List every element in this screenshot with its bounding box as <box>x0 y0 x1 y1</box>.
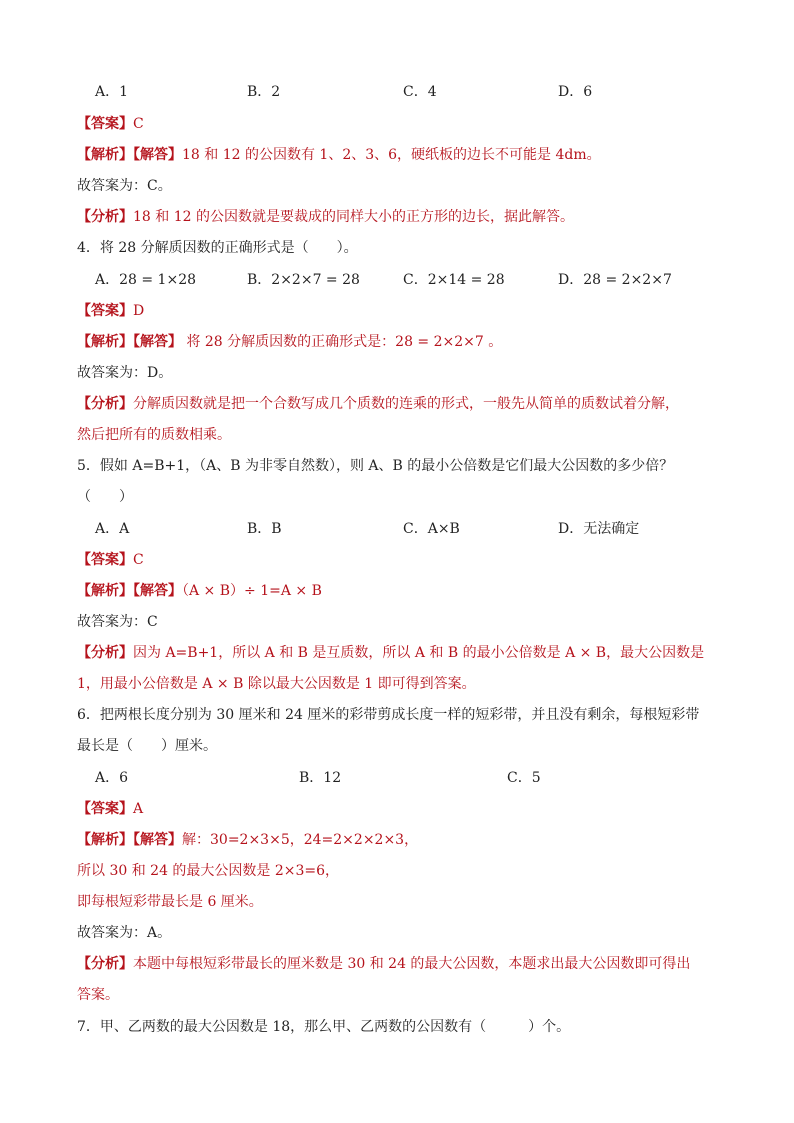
answer-line <box>77 115 144 133</box>
fenxi-line <box>77 395 679 413</box>
analysis-tag: 【解析】 <box>77 832 133 848</box>
answer-line <box>77 302 144 320</box>
solve-tag: 【解答】 <box>133 583 182 599</box>
option-b: B．12 <box>299 770 342 786</box>
answer-tag: 【答案】 <box>77 116 133 132</box>
answer-value: A <box>133 801 144 817</box>
fenxi-tag: 【分析】 <box>77 209 133 225</box>
fenxi-text: 因为 A=B+1，所以 A 和 B 是互质数，所以 A 和 B 的最小公倍数是 A × B，最大公因数是 <box>133 645 705 661</box>
analysis-text: 将 28 分解质因数的正确形式是：28 = 2×2×7 。 <box>182 334 503 350</box>
conclusion-line: 故答案为：C。 <box>77 178 172 194</box>
analysis-text-3: 即每根短彩带最长是 6 厘米。 <box>77 894 263 910</box>
option-d: D．无法确定 <box>558 521 640 537</box>
fenxi-line <box>77 644 704 662</box>
question-stem: 6．把两根长度分别为 30 厘米和 24 厘米的彩带剪成长度一样的短彩带，并且没有剩余，每根短彩带 <box>77 707 700 723</box>
fenxi-tag: 【分析】 <box>77 645 133 661</box>
question-stem-continued: （ ） <box>77 489 133 505</box>
option-d: D．6 <box>558 84 593 100</box>
analysis-line <box>77 831 418 849</box>
analysis-tag: 【解析】 <box>77 583 133 599</box>
option-c: C．5 <box>507 770 541 786</box>
analysis-text: 18 和 12 的公因数有 1、2、3、6，硬纸板的边长不可能是 4dm。 <box>182 147 601 163</box>
question-stem-continued: 最长是（ ）厘米。 <box>77 738 217 754</box>
option-c: C．A×B <box>403 521 460 537</box>
option-a: A．28 = 1×28 <box>95 272 197 288</box>
solve-tag: 【解答】 <box>133 334 182 350</box>
fenxi-text-continued: 答案。 <box>77 987 119 1003</box>
answer-tag: 【答案】 <box>77 801 133 817</box>
analysis-text-2: 所以 30 和 24 的最大公因数是 2×3=6， <box>77 863 340 879</box>
fenxi-text-continued: 然后把所有的质数相乘。 <box>77 427 231 443</box>
fenxi-text: 分解质因数就是把一个合数写成几个质数的连乘的形式，一般先从简单的质数试着分解， <box>133 396 679 412</box>
option-c: C．2×14 = 28 <box>403 272 505 288</box>
analysis-tag: 【解析】 <box>77 147 133 163</box>
conclusion-line: 故答案为：D。 <box>77 365 173 381</box>
answer-value: C <box>133 552 144 568</box>
fenxi-text: 18 和 12 的公因数就是要裁成的同样大小的正方形的边长，据此解答。 <box>133 209 574 225</box>
option-a: A．1 <box>95 84 129 100</box>
answer-tag: 【答案】 <box>77 552 133 568</box>
option-c: C．4 <box>403 84 437 100</box>
option-d: D．28 = 2×2×7 <box>558 272 672 288</box>
question-stem: 5．假如 A=B+1，（A、B 为非零自然数），则 A、B 的最小公倍数是它们最大公因数的多少倍？ <box>77 458 674 474</box>
analysis-line <box>77 582 322 600</box>
analysis-tag: 【解析】 <box>77 334 133 350</box>
question-stem: 7．甲、乙两数的最大公因数是 18，那么甲、乙两数的公因数有（ ）个。 <box>77 1019 571 1035</box>
fenxi-line <box>77 208 574 226</box>
analysis-text: 解：30=2×3×5，24=2×2×2×3， <box>182 832 419 848</box>
conclusion-line: 故答案为：C <box>77 614 158 630</box>
question-stem: 4．将 28 分解质因数的正确形式是（ ）。 <box>77 240 358 256</box>
option-b: B．2×2×7 = 28 <box>247 272 360 288</box>
fenxi-tag: 【分析】 <box>77 956 133 972</box>
answer-line <box>77 551 144 569</box>
option-b: B．B <box>247 521 282 537</box>
fenxi-text: 本题中每根短彩带最长的厘米数是 30 和 24 的最大公因数，本题求出最大公因数即可得出 <box>133 956 691 972</box>
answer-value: C <box>133 116 144 132</box>
fenxi-line <box>77 955 690 973</box>
conclusion-line: 故答案为：A。 <box>77 925 172 941</box>
answer-line <box>77 800 143 818</box>
analysis-line <box>77 146 601 164</box>
fenxi-tag: 【分析】 <box>77 396 133 412</box>
analysis-text: （A × B）÷ 1=A × B <box>182 583 322 599</box>
answer-tag: 【答案】 <box>77 303 133 319</box>
solve-tag: 【解答】 <box>133 147 182 163</box>
analysis-line <box>77 333 502 351</box>
solve-tag: 【解答】 <box>133 832 182 848</box>
option-b: B．2 <box>247 84 281 100</box>
fenxi-text-continued: 1，用最小公倍数是 A × B 除以最大公因数是 1 即可得到答案。 <box>77 676 476 692</box>
option-a: A．6 <box>95 770 129 786</box>
answer-value: D <box>133 303 145 319</box>
option-a: A．A <box>95 521 130 537</box>
